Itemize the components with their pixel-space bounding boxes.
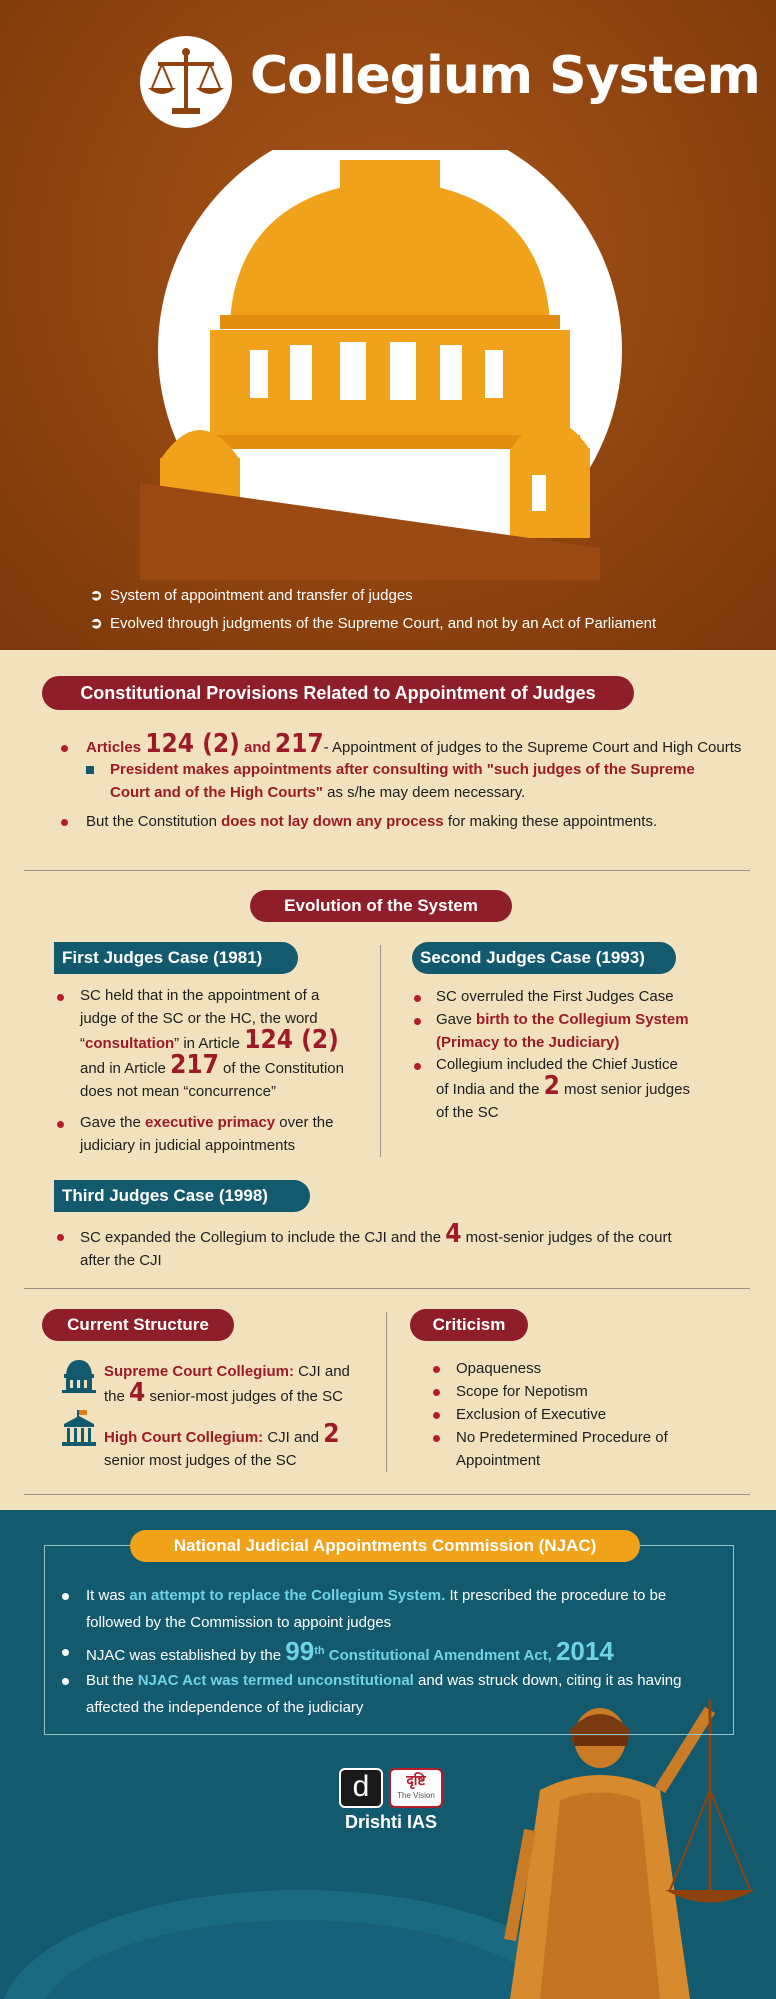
- bullet-icon: [433, 1435, 440, 1442]
- logo-badge: [140, 36, 232, 128]
- bullet-icon: [61, 819, 68, 826]
- second-case-point-2: Gave birth to the Collegium System (Primacy to the Judiciary): [436, 1011, 689, 1051]
- section-heading-structure: Current Structure: [42, 1309, 234, 1341]
- header-banner: [0, 0, 776, 650]
- bullet-icon: [57, 1121, 64, 1128]
- lady-justice-icon: [470, 1690, 776, 1999]
- brand-name: Drishti IAS: [344, 1812, 437, 1832]
- arrow-bullet-icon: ➲: [90, 615, 103, 632]
- constitutional-item-process: But the Constitution does not lay down any process for making these appointments.: [86, 813, 658, 830]
- njac-point-1: It was an attempt to replace the Collegium System. It prescribed the procedure to be followed by the Commission to appoint judges: [86, 1587, 667, 1631]
- constitutional-subitem-president: President makes appointments after consulting with "such judges of the Supreme Court and of the High Courts" as s/he may deem necessary.: [110, 761, 695, 801]
- constitutional-item-articles: Articles 124 (2) and 217- Appointment of judges to the Supreme Court and High Courts: [86, 729, 742, 759]
- bullet-icon: [61, 745, 68, 752]
- list-item: ➲ System of appointment and transfer of judges: [90, 582, 730, 610]
- list-item: ➲ Evolved through judgments of the Supreme Court, and not by an Act of Parliament: [90, 610, 730, 638]
- section-heading-evolution: Evolution of the System: [250, 890, 512, 922]
- bullet-icon: [433, 1366, 440, 1373]
- criticism-item: No Predetermined Procedure of Appointment: [456, 1429, 668, 1469]
- bullet-icon: [57, 994, 64, 1001]
- supreme-court-icon: [62, 1358, 96, 1394]
- second-case-point-3: Collegium included the Chief Justice of India and the 2 most senior judges of the SC: [436, 1056, 690, 1121]
- bullet-icon: [62, 1593, 69, 1600]
- supreme-court-collegium: Supreme Court Collegium: CJI and the 4 senior-most judges of the SC: [104, 1363, 350, 1408]
- drishti-brand: [326, 1768, 456, 1833]
- bullet-icon: [414, 1063, 421, 1070]
- square-bullet-icon: [86, 766, 94, 774]
- high-court-icon: [62, 1410, 96, 1450]
- brand-logo-d: d: [339, 1768, 383, 1808]
- high-court-collegium: High Court Collegium: CJI and 2 senior most judges of the SC: [104, 1419, 340, 1469]
- divider: [24, 870, 750, 871]
- scales-of-justice-icon: [140, 36, 232, 128]
- njac-point-2: NJAC was established by the 99th Constitutional Amendment Act, 2014: [86, 1636, 614, 1666]
- divider: [24, 1288, 750, 1289]
- section-heading-constitutional: Constitutional Provisions Related to Appointment of Judges: [42, 676, 634, 710]
- bullet-icon: [414, 995, 421, 1002]
- first-judges-case-title: First Judges Case (1981): [54, 942, 298, 974]
- bullet-icon: [57, 1234, 64, 1241]
- supreme-court-illustration: [140, 150, 640, 580]
- brand-logo-hindi: दृष्टि The Vision: [389, 1768, 443, 1808]
- third-case-point-1: SC expanded the Collegium to include the CJI and the 4 most-senior judges of the court after the CJI: [80, 1219, 672, 1269]
- section-heading-criticism: Criticism: [410, 1309, 528, 1341]
- criticism-item: Opaqueness: [456, 1360, 542, 1377]
- second-case-point-1: SC overruled the First Judges Case: [436, 988, 674, 1005]
- column-divider: [386, 1312, 387, 1472]
- page-title: Collegium System: [250, 46, 760, 106]
- criticism-item: Scope for Nepotism: [456, 1383, 588, 1400]
- first-case-point-2: Gave the executive primacy over the judiciary in judicial appointments: [80, 1114, 334, 1154]
- bullet-icon: [62, 1649, 69, 1656]
- njac-heading: National Judicial Appointments Commission (NJAC): [130, 1530, 640, 1562]
- bullet-icon: [433, 1389, 440, 1396]
- first-case-point-1: SC held that in the appointment of a judge of the SC or the HC, the word “consultation” in Article 124 (2) and in Article 217 of the Constitution does not mean “concurrence”: [80, 987, 344, 1100]
- third-judges-case-title: Third Judges Case (1998): [54, 1180, 310, 1212]
- second-judges-case-title: Second Judges Case (1993): [412, 942, 676, 974]
- bullet-icon: [433, 1412, 440, 1419]
- criticism-item: Exclusion of Executive: [456, 1406, 607, 1423]
- njac-point-3: But the NJAC Act was termed unconstitutional and was struck down, citing it as having affected the independence of the judiciary: [86, 1672, 682, 1716]
- brand-logo: [326, 1768, 456, 1808]
- court-dome-icon: [140, 150, 640, 580]
- divider: [24, 1494, 750, 1495]
- arrow-bullet-icon: ➲: [90, 587, 103, 604]
- bullet-icon: [414, 1018, 421, 1025]
- header-bullet-list: [90, 582, 730, 638]
- column-divider: [380, 945, 381, 1157]
- bullet-icon: [62, 1678, 69, 1685]
